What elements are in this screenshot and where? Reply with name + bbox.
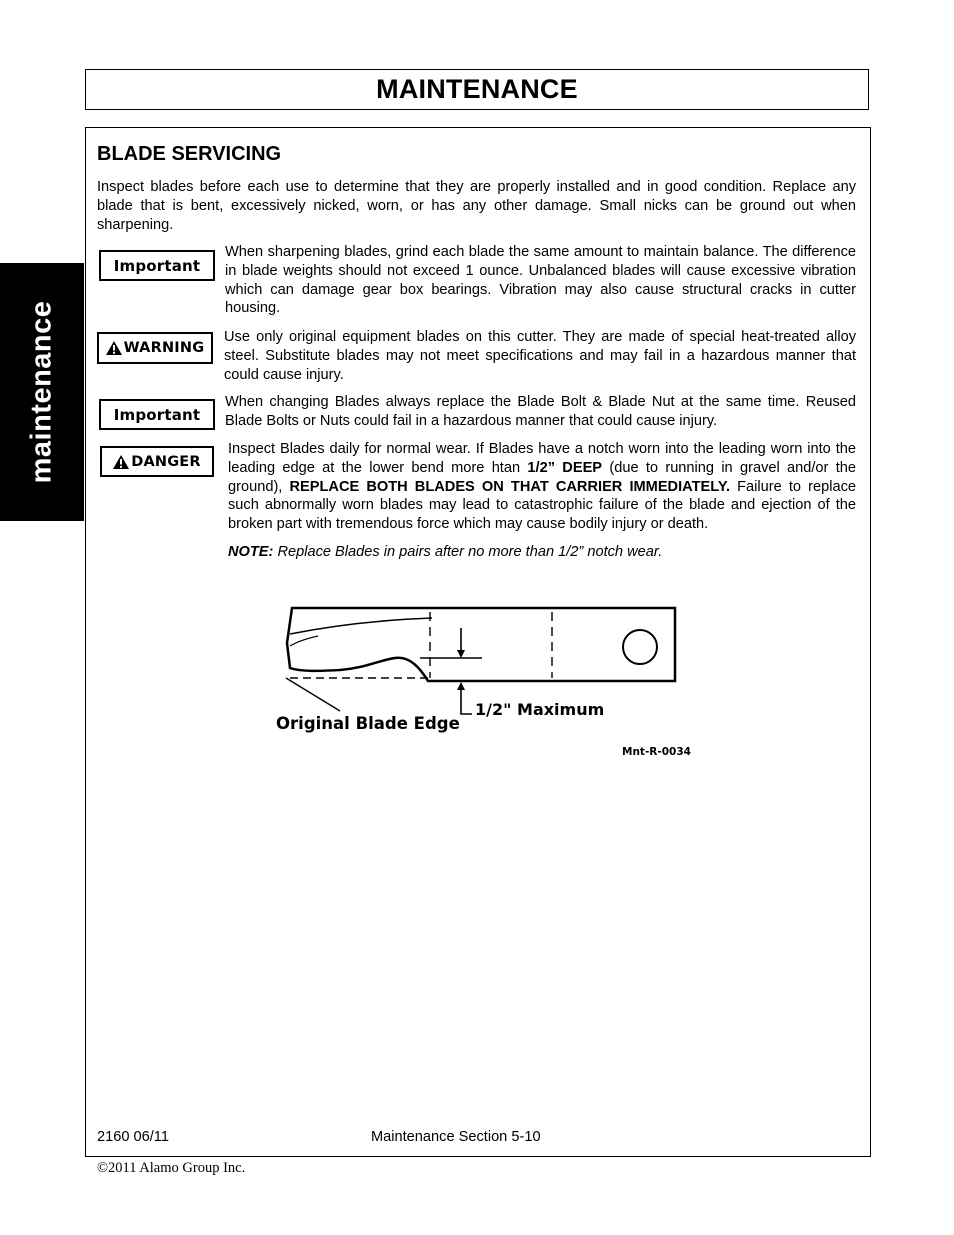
notice-blade-bolts: When changing Blades always replace the Blade Bolt & Blade Nut at the same time. Reused Blade Bolts or Nuts could fail in a hazardous manner that could cause injury. (225, 394, 856, 429)
original-edge-label: Original Blade Edge (276, 714, 460, 733)
side-tab (0, 263, 84, 521)
blade-outline (287, 608, 675, 681)
important-label-text: Important (113, 405, 201, 424)
note-label: NOTE: (228, 544, 274, 560)
notice-sharpening: When sharpening blades, grind each blade the same amount to maintain balance. The difference in blade weights should not exceed 1 ounce. Unbalanced blades will cause excessive vibration which can damage gear box bearings. Vibration may also cause structural cracks in cutter housing. (225, 244, 856, 317)
footer-section: Maintenance Section 5-10 (371, 1129, 541, 1145)
blade-wear-diagram (270, 598, 710, 768)
warning-label-text: WARNING (123, 340, 205, 356)
edge-leader-line (286, 678, 340, 711)
note-paragraph (228, 543, 856, 562)
note-text: Replace Blades in pairs after no more than 1/2” notch wear. (273, 544, 663, 560)
danger-label-text: DANGER (131, 453, 201, 470)
warning-triangle-icon (106, 341, 122, 355)
footer-model-date: 2160 06/11 (97, 1129, 169, 1145)
important-label-2 (99, 399, 215, 430)
side-tab-label: maintenance (25, 300, 58, 484)
blade-bevel-detail (290, 636, 318, 646)
danger-bold-b: REPLACE BOTH BLADES ON THAT CARRIER IMMEDIATELY. (289, 478, 730, 495)
intro-paragraph: Inspect blades before each use to determine that they are properly installed and in good condition. Replace any blade that is bent, excessively nicked, worn, or has any other damage. Small nicks can be ground out when sharpening. (97, 179, 856, 233)
danger-text-a: Inspect Blades daily for normal wear. If Blades have a notch worn into the leading worn into the leading edge at the lower bend more htan (228, 441, 856, 476)
danger-label (100, 446, 214, 477)
max-leader-line (461, 688, 472, 714)
copyright: ©2011 Alamo Group Inc. (97, 1160, 246, 1176)
important-label-1 (99, 250, 215, 281)
important-label-text: Important (113, 256, 201, 275)
danger-bold-a: 1/2” DEEP (527, 459, 603, 476)
danger-text-c: Failure to replace such abnormally worn blades may lead to catastrophic failure of the blade and ejection of the broken part with tremendous force which may cause bodily injury or death. (228, 478, 856, 533)
danger-triangle-icon (113, 455, 129, 469)
page-title: MAINTENANCE (376, 74, 578, 104)
blade-bevel-line (290, 618, 432, 634)
arrow-down-icon (457, 650, 465, 658)
danger-text-b: (due to running in gravel and/or the ground), (228, 459, 856, 495)
warning-label (97, 332, 213, 364)
section-title: BLADE SERVICING (97, 143, 282, 165)
max-label: 1/2" Maximum (475, 700, 605, 719)
page-header (85, 69, 869, 110)
notice-original-blades: Use only original equipment blades on this cutter. They are made of special heat-treated alloy steel. Substitute blades may not meet specifications and may fail in a hazardous manner that could cause injury. (224, 329, 856, 383)
figure-code: Mnt-R-0034 (622, 746, 691, 758)
notice-blade-wear (228, 440, 856, 534)
blade-hole (623, 630, 657, 664)
